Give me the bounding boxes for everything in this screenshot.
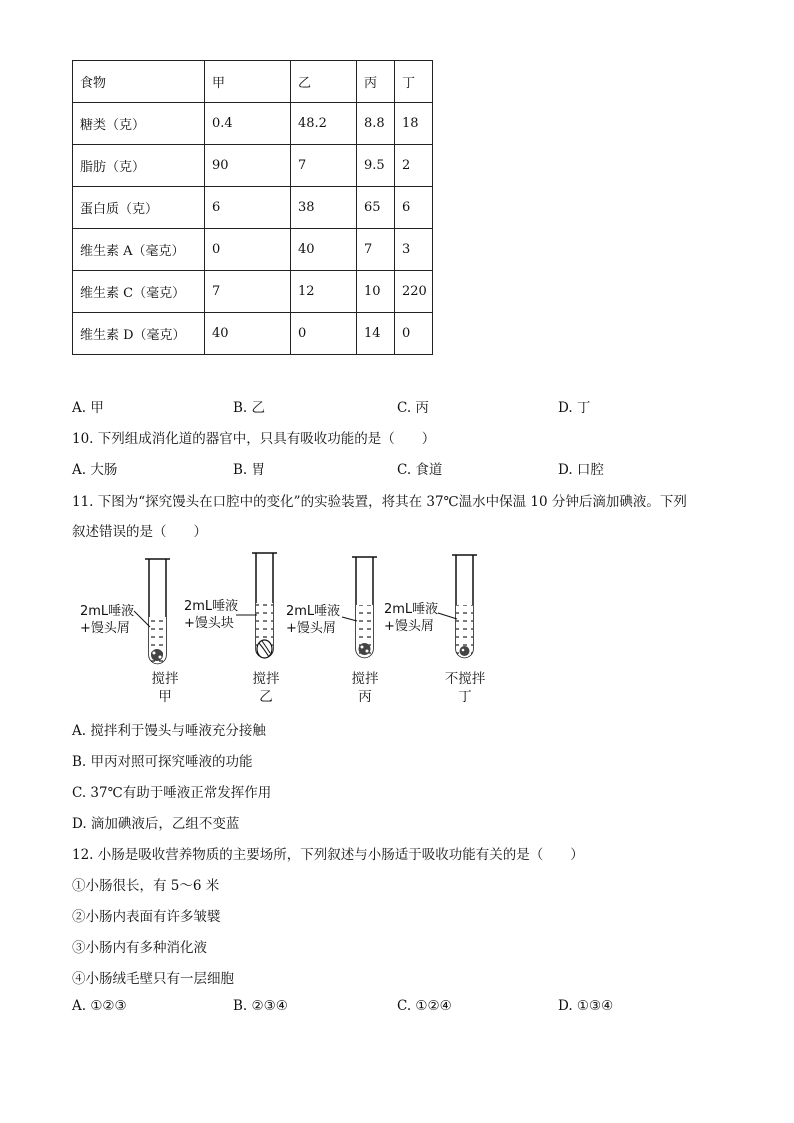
q12-item-4: ④小肠绒毛壁只有一层细胞: [72, 971, 234, 987]
table-cell: 14: [357, 313, 395, 355]
q11-stem-line2: 叙述错误的是（ ）: [72, 524, 207, 540]
tube-bing-label: [286, 603, 340, 637]
test-tube-bing: [342, 557, 377, 658]
q11-option-c[interactable]: C. 37℃有助于唾液正常发挥作用: [72, 785, 272, 801]
table-cell: 220: [395, 271, 433, 313]
q11-stem-line1: 11. 下图为“探究馒头在口腔中的变化”的实验装置，将其在 37℃温水中保温 10 分钟后滴加碘液。下列: [72, 494, 687, 510]
table-cell: 蛋白质（克）: [73, 187, 205, 229]
tube-bing-action: 搅拌: [351, 671, 379, 687]
table-cell: 维生素 D（毫克）: [73, 313, 205, 355]
tube-jia-label-line2: +馒头屑: [80, 621, 130, 636]
q10-stem: 10. 下列组成消化道的器官中，只具有吸收功能的是（ ）: [72, 431, 436, 447]
table-cell: 48.2: [291, 103, 357, 145]
table-cell: 8.8: [357, 103, 395, 145]
tube-ding-caption: [435, 670, 495, 706]
tube-jia-action: 搅拌: [151, 671, 179, 687]
table-cell: 0: [205, 229, 291, 271]
table-cell: 脂肪（克）: [73, 145, 205, 187]
nutrient-table: [72, 60, 433, 355]
table-header-cell: 食物: [73, 61, 205, 103]
tube-ding-name: 丁: [458, 689, 472, 705]
table-header-row: [73, 61, 433, 103]
test-tube-ding: [438, 555, 477, 658]
table-header-cell: 乙: [291, 61, 357, 103]
table-cell: 65: [357, 187, 395, 229]
tube-jia-name: 甲: [158, 689, 172, 705]
table-row: [73, 229, 433, 271]
q11-option-b[interactable]: B. 甲丙对照可探究唾液的功能: [72, 754, 253, 770]
tube-yi-caption: [236, 670, 296, 706]
table-cell: 0.4: [205, 103, 291, 145]
tube-bing-label-line1: 2mL唾液: [286, 604, 341, 619]
table-row: [73, 145, 433, 187]
q10-option-a[interactable]: A. 大肠: [72, 462, 118, 478]
table-cell: 6: [205, 187, 291, 229]
table-cell: 0: [395, 313, 433, 355]
tube-ding-label-line1: 2mL唾液: [384, 602, 439, 617]
tube-jia-caption: [135, 670, 195, 706]
tube-ding-action: 不搅拌: [444, 671, 486, 687]
tube-jia-label: [80, 603, 134, 637]
table-cell: 维生素 A（毫克）: [73, 229, 205, 271]
table-row: [73, 187, 433, 229]
q9-option-b[interactable]: B. 乙: [233, 400, 266, 416]
tube-ding-label-line2: +馒头屑: [384, 619, 434, 634]
tube-bing-caption: [335, 670, 395, 706]
q12-stem: 12. 小肠是吸收营养物质的主要场所，下列叙述与小肠适于吸收功能有关的是（ ）: [72, 847, 584, 863]
table-cell: 40: [291, 229, 357, 271]
q9-option-c[interactable]: C. 丙: [397, 400, 429, 416]
table-cell: 2: [395, 145, 433, 187]
tube-yi-label-line1: 2mL唾液: [184, 599, 239, 614]
table-cell: 10: [357, 271, 395, 313]
q10-option-b[interactable]: B. 胃: [233, 462, 266, 478]
table-cell: 38: [291, 187, 357, 229]
test-tube-jia: [134, 559, 170, 664]
table-cell: 90: [205, 145, 291, 187]
q9-option-a[interactable]: A. 甲: [72, 400, 104, 416]
table-cell: 糖类（克）: [73, 103, 205, 145]
q12-item-3: ③小肠内有多种消化液: [72, 940, 207, 956]
tube-yi-label-line2: +馒头块: [184, 616, 234, 631]
table-cell: 9.5: [357, 145, 395, 187]
tube-yi-action: 搅拌: [252, 671, 280, 687]
table-row: [73, 271, 433, 313]
q12-option-c[interactable]: C. ①②④: [397, 998, 452, 1014]
table-cell: 7: [291, 145, 357, 187]
table-cell: 12: [291, 271, 357, 313]
table-row: [73, 103, 433, 145]
table-cell: 0: [291, 313, 357, 355]
tube-yi-name: 乙: [259, 689, 273, 705]
table-cell: 3: [395, 229, 433, 271]
q12-option-b[interactable]: B. ②③④: [233, 998, 288, 1014]
table-header-cell: 甲: [205, 61, 291, 103]
q12-item-2: ②小肠内表面有许多皱襞: [72, 909, 221, 925]
tube-jia-label-line1: 2mL唾液: [80, 604, 135, 619]
q10-option-c[interactable]: C. 食道: [397, 462, 443, 478]
table-cell: 18: [395, 103, 433, 145]
table-row: [73, 313, 433, 355]
q9-option-d[interactable]: D. 丁: [558, 400, 591, 416]
q10-option-d[interactable]: D. 口腔: [558, 462, 604, 478]
tube-yi-label: [184, 598, 238, 632]
table-cell: 40: [205, 313, 291, 355]
tube-bing-label-line2: +馒头屑: [286, 621, 336, 636]
q11-option-d[interactable]: D. 滴加碘液后，乙组不变蓝: [72, 816, 240, 832]
table-cell: 7: [205, 271, 291, 313]
test-tube-yi: [236, 553, 277, 658]
q12-option-a[interactable]: A. ①②③: [72, 998, 127, 1014]
q12-option-d[interactable]: D. ①③④: [558, 998, 614, 1014]
table-cell: 6: [395, 187, 433, 229]
q11-option-a[interactable]: A. 搅拌利于馒头与唾液充分接触: [72, 723, 266, 739]
tube-ding-label: [384, 601, 438, 635]
table-header-cell: 丙: [357, 61, 395, 103]
q12-item-1: ①小肠很长，有 5～6 米: [72, 878, 220, 894]
tube-bing-name: 丙: [358, 689, 372, 705]
table-header-cell: 丁: [395, 61, 433, 103]
table-cell: 维生素 C（毫克）: [73, 271, 205, 313]
table-cell: 7: [357, 229, 395, 271]
